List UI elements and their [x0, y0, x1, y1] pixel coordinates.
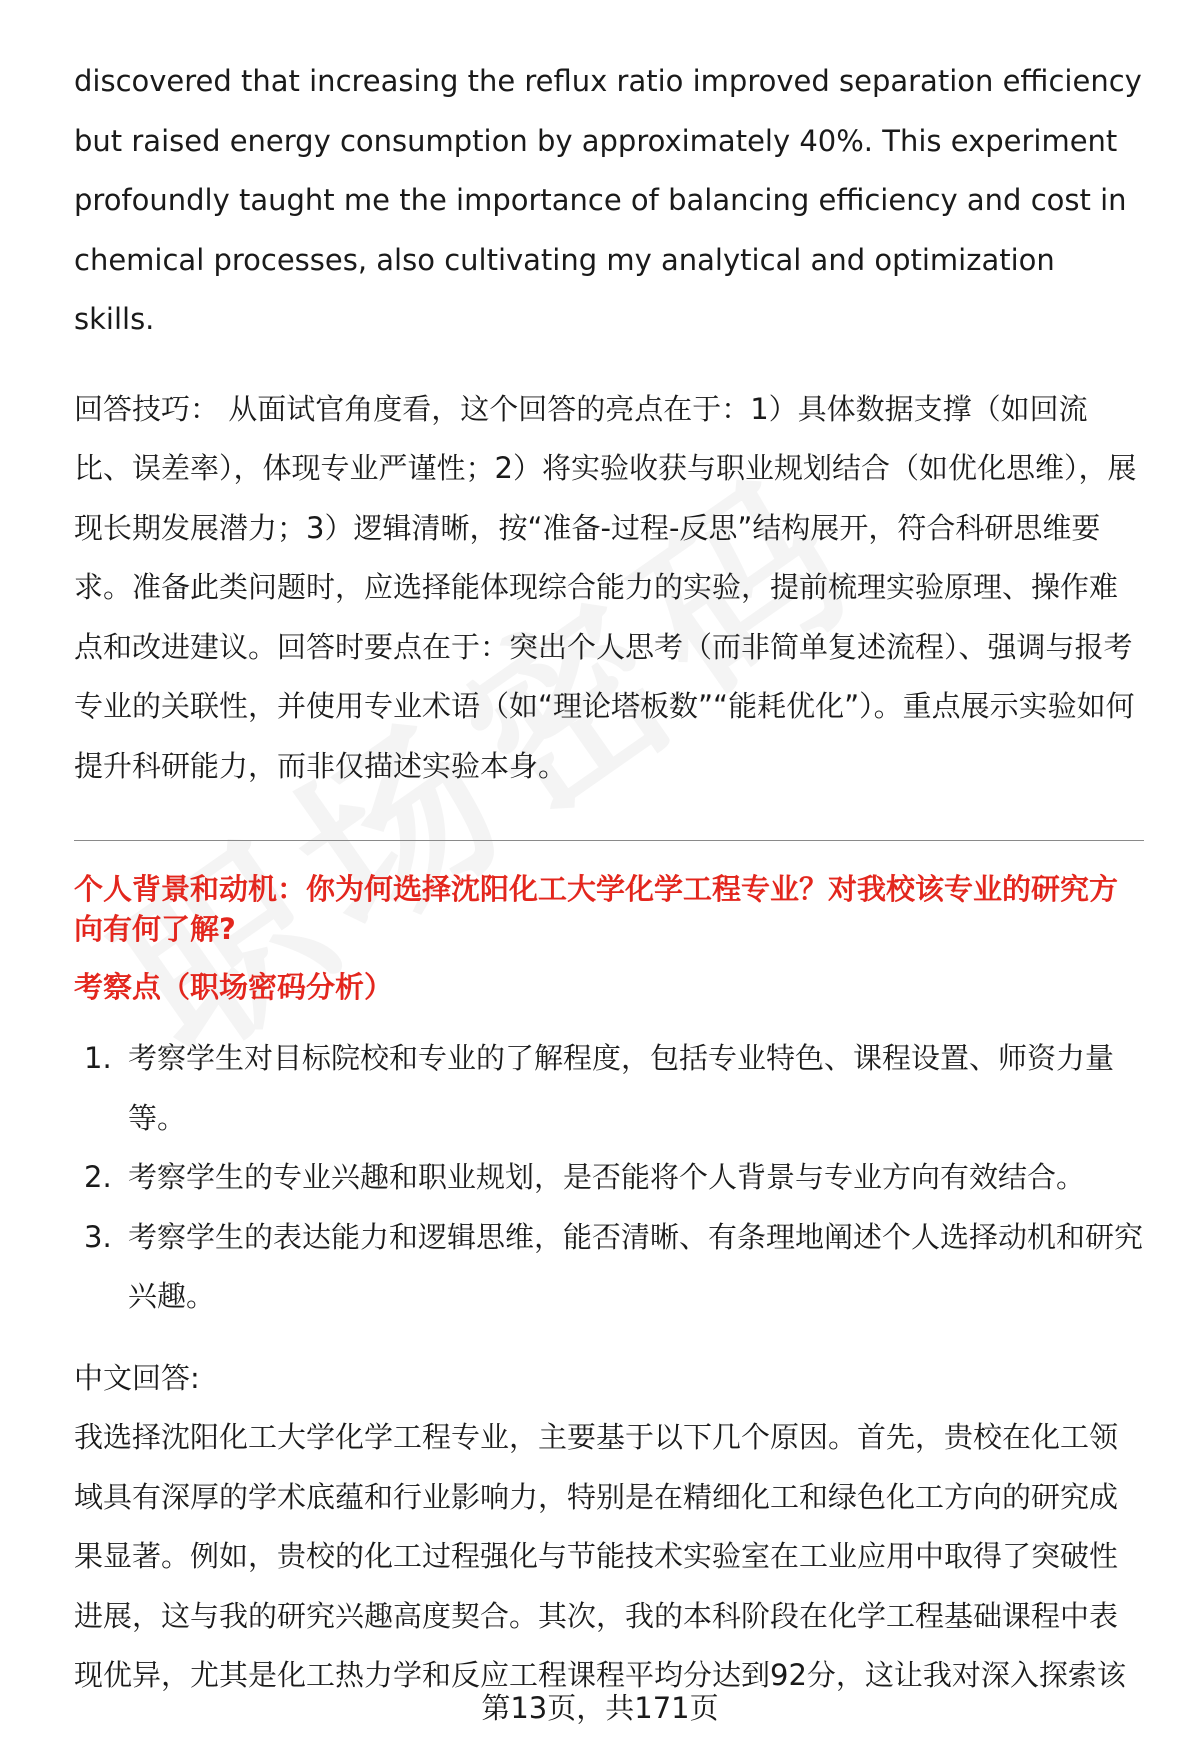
- intro-paragraph: [74, 52, 1144, 350]
- assessment-points-list: [74, 1029, 1144, 1327]
- section-divider: [74, 840, 1144, 841]
- list-item: [74, 1148, 1144, 1208]
- list-item-number: 1.: [84, 1041, 112, 1075]
- page-content: [74, 52, 1144, 1706]
- list-item-text: 考察学生对目标院校和专业的了解程度，包括专业特色、课程设置、师资力量等。: [128, 1041, 1115, 1135]
- assessment-points-heading: 考察点（职场密码分析）: [74, 970, 394, 1004]
- intro-line: discovered that increasing the reflux ratio improved separation efficiency: [74, 64, 1142, 98]
- chinese-answer-label: 中文回答:: [74, 1360, 200, 1395]
- answer-tips-paragraph: 回答技巧： 从面试官角度看，这个回答的亮点在于：1）具体数据支撑（如回流比、误差率），体现专业严谨性；2）将实验收获与职业规划结合（如优化思维），展现长期发展潜力；3）逻辑清晰，按“准备-过程-反思”结构展开，符合科研思维要求。准备此类问题时，应选择能体现综合能力的实验，提前梳理实验原理、操作难点和改进建议。回答时要点在于：突出个人思考（而非简单复述流程）、强调与报考专业的关联性，并使用专业术语（如“理论塔板数”“能耗优化”）。重点展示实验如何提升科研能力，而非仅描述实验本身。: [74, 391, 1137, 783]
- list-item-number: 3.: [84, 1219, 112, 1254]
- question-heading: 个人背景和动机：你为何选择沈阳化工大学化学工程专业？对我校该专业的研究方向有何了解?: [74, 872, 1119, 946]
- list-item-number: 2.: [84, 1160, 112, 1194]
- list-item: [74, 1208, 1144, 1327]
- list-item: [74, 1029, 1144, 1148]
- list-item-text: 考察学生的专业兴趣和职业规划，是否能将个人背景与专业方向有效结合。: [128, 1160, 1086, 1194]
- intro-line: chemical processes, also cultivating my analytical and optimization skills.: [74, 242, 1055, 336]
- list-item-text: 考察学生的表达能力和逻辑思维，能否清晰、有条理地阐述个人选择动机和研究兴趣。: [128, 1219, 1144, 1313]
- chinese-answer-paragraph: 我选择沈阳化工大学化学工程专业，主要基于以下几个原因。首先，贵校在化工领域具有深厚的学术底蕴和行业影响力，特别是在精细化工和绿色化工方向的研究成果显著。例如，贵校的化工过程强化与节能技术实验室在工业应用中取得了突破性进展，这与我的研究兴趣高度契合。其次，我的本科阶段在化学工程基础课程中表现优异，尤其是化工热力学和反应工程课程平均分达到92分，这让我对深入探索该: [74, 1420, 1126, 1692]
- intro-line: profoundly taught me the importance of balancing efficiency and cost in: [74, 183, 1127, 217]
- intro-line: but raised energy consumption by approximately 40%. This experiment: [74, 123, 1118, 158]
- page-number-footer: 第13页，共171页: [481, 1691, 719, 1725]
